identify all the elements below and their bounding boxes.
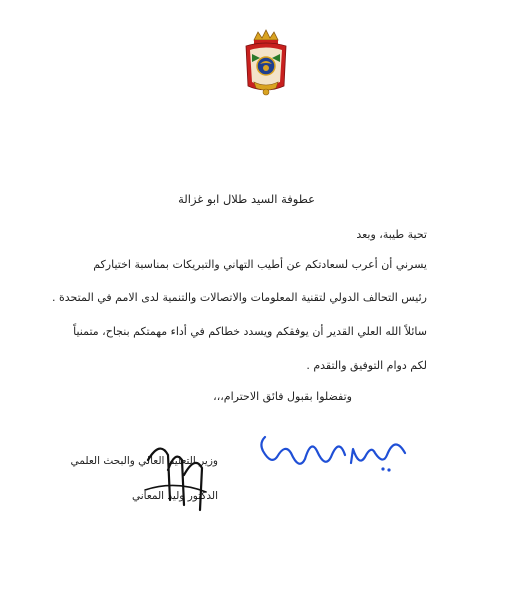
black-signature-icon bbox=[140, 430, 210, 515]
closing-line: وتفضلوا بقبول فائق الاحترام،،، bbox=[213, 390, 352, 403]
blue-signature-icon bbox=[255, 425, 415, 475]
royal-emblem-icon bbox=[240, 28, 292, 98]
sender-title: وزير التعليم العالي والبحث العلمي bbox=[70, 455, 218, 467]
sender-name: الدكتور وليد المعاني bbox=[131, 490, 218, 502]
paragraph2-line2: لكم دوام التوفيق والتقدم . bbox=[306, 359, 427, 372]
paragraph2-line1: سائلاً الله العلي القدير أن يوفقكم ويسدد خطاكم في أداء مهمتكم بنجاح، متمنياً bbox=[73, 325, 427, 338]
addressee-line: عطوفة السيد طلال ابو غزالة bbox=[178, 192, 315, 206]
greeting-line: تحية طيبة، وبعد bbox=[356, 228, 427, 241]
paragraph1-line2: رئيس التحالف الدولي لتقنية المعلومات والاتصالات والتنمية لدى الامم في المتحدة . bbox=[52, 291, 427, 304]
paragraph1-line1: يسرني أن أعرب لسعادتكم عن أطيب التهاني والتبريكات بمناسبة اختياركم bbox=[93, 258, 427, 271]
